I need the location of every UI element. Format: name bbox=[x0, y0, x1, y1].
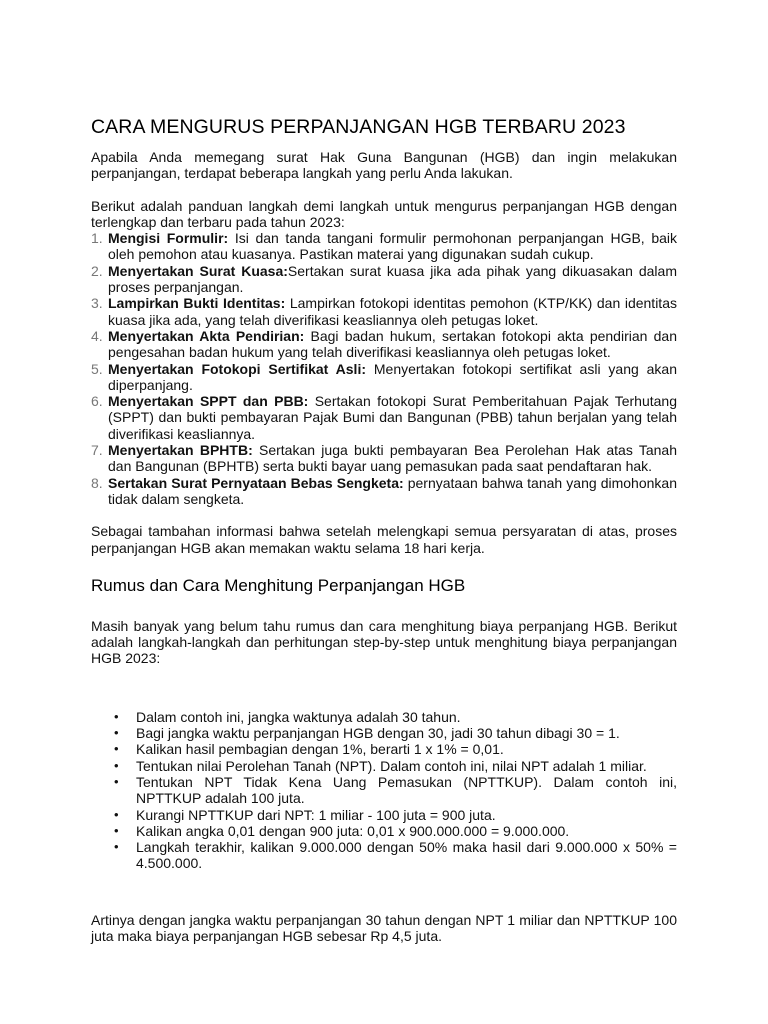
step-heading: Lampirkan Bukti Identitas: bbox=[108, 295, 286, 312]
list-item bbox=[91, 758, 677, 774]
list-item bbox=[91, 295, 677, 328]
step-heading: Menyertakan Akta Pendirian: bbox=[108, 327, 305, 344]
bullet-icon: • bbox=[114, 839, 119, 855]
step-number: 8. bbox=[91, 474, 103, 491]
step-heading: Sertakan Surat Pernyataan Bebas Sengketa: bbox=[108, 474, 404, 491]
step-number: 7. bbox=[91, 442, 103, 459]
step-heading: Menyertakan BPHTB: bbox=[108, 442, 253, 459]
calc-step-text: Kalikan hasil pembagian dengan 1%, berarti 1 x 1% = 0,01. bbox=[136, 741, 504, 758]
calc-step-text: Dalam contoh ini, jangka waktunya adalah 30 tahun. bbox=[136, 708, 461, 725]
step-text: Isi dan tanda tangani formulir permohonan perpanjangan HGB, baik oleh pemohon atau kuasanya. Pastikan materai yang digunakan sudah cukup. bbox=[108, 230, 677, 263]
list-item bbox=[91, 709, 677, 725]
step-heading: Mengisi Formulir: bbox=[108, 230, 229, 247]
calc-step-text: Kalikan angka 0,01 dengan 900 juta: 0,01 x 900.000.000 = 9.000.000. bbox=[136, 822, 570, 839]
section-intro-paragraph: Masih banyak yang belum tahu rumus dan cara menghitung biaya perpanjang HGB. Berikut adalah langkah-langkah dan perhitungan step-by-step untuk menghitung biaya perpanjangan HGB 2023: bbox=[91, 617, 677, 667]
step-number: 3. bbox=[91, 295, 103, 312]
step-text: Lampirkan fotokopi identitas pemohon (KTP/KK) dan identitas kuasa jika ada, yang telah diverifikasi keasliannya oleh petugas loket. bbox=[108, 295, 677, 328]
calc-step-text: Tentukan NPT Tidak Kena Uang Pemasukan (NPTTKUP). Dalam contoh ini, NPTTKUP adalah 100 juta. bbox=[136, 773, 677, 807]
bullet-icon: • bbox=[114, 773, 119, 789]
step-number: 4. bbox=[91, 327, 103, 344]
bullet-icon: • bbox=[114, 806, 119, 822]
list-item bbox=[91, 839, 677, 872]
list-item bbox=[91, 263, 677, 296]
intro-paragraph: Apabila Anda memegang surat Hak Guna Bangunan (HGB) dan ingin melakukan perpanjangan, terdapat beberapa langkah yang perlu Anda lakukan. bbox=[91, 149, 677, 182]
calc-step-text: Langkah terakhir, kalikan 9.000.000 dengan 50% maka hasil dari 9.000.000 x 50% = 4.500.000. bbox=[136, 839, 677, 872]
section-title: Rumus dan Cara Menghitung Perpanjangan HGB bbox=[91, 575, 466, 595]
steps-list bbox=[91, 230, 677, 507]
calculation-list bbox=[91, 709, 677, 872]
list-item bbox=[91, 230, 677, 263]
calc-step-text: Bagi jangka waktu perpanjangan HGB dengan 30, jadi 30 tahun dibagi 30 = 1. bbox=[136, 725, 620, 742]
conclusion-paragraph: Artinya dengan jangka waktu perpanjangan 30 tahun dengan NPT 1 miliar dan NPTTKUP 100 juta maka biaya perpanjangan HGB sebesar Rp 4,5 juta. bbox=[91, 911, 677, 944]
extra-info-paragraph: Sebagai tambahan informasi bahwa setelah melengkapi semua persyaratan di atas, proses perpanjangan HGB akan memakan waktu selama 18 hari kerja. bbox=[91, 523, 677, 556]
list-item bbox=[91, 475, 677, 508]
step-text: Sertakan fotokopi Surat Pemberitahuan Pajak Terhutang (SPPT) dan bukti pembayaran Pajak Bumi dan Bangunan (PBB) tahun berjalan yang telah diverifikasi keasliannya. bbox=[108, 393, 678, 442]
step-number: 1. bbox=[91, 230, 103, 247]
list-item bbox=[91, 807, 677, 823]
step-heading: Menyertakan Surat Kuasa: bbox=[108, 262, 288, 279]
steps-intro-paragraph: Berikut adalah panduan langkah demi langkah untuk mengurus perpanjangan HGB dengan terlengkap dan terbaru pada tahun 2023: bbox=[91, 197, 677, 230]
bullet-icon: • bbox=[114, 822, 119, 838]
calc-step-text: Kurangi NPTTKUP dari NPT: 1 miliar - 100 juta = 900 juta. bbox=[136, 806, 496, 823]
step-heading: Menyertakan SPPT dan PBB: bbox=[108, 393, 309, 410]
list-item bbox=[91, 393, 677, 442]
bullet-icon: • bbox=[114, 757, 119, 773]
step-text: Sertakan surat kuasa jika ada pihak yang dikuasakan dalam proses perpanjangan. bbox=[108, 262, 677, 296]
bullet-icon: • bbox=[114, 708, 119, 724]
bullet-icon: • bbox=[114, 725, 119, 741]
list-item bbox=[91, 823, 677, 839]
step-text: Sertakan juga bukti pembayaran Bea Perolehan Hak atas Tanah dan Bangunan (BPHTB) serta bukti bayar uang pemasukan pada saat pendaftaran hak. bbox=[108, 442, 677, 475]
step-number: 5. bbox=[91, 360, 103, 377]
calc-step-text: Tentukan nilai Perolehan Tanah (NPT). Dalam contoh ini, nilai NPT adalah 1 miliar. bbox=[136, 757, 647, 774]
bullet-icon: • bbox=[114, 741, 119, 757]
list-item bbox=[91, 774, 677, 807]
list-item bbox=[91, 442, 677, 475]
step-text: Bagi badan hukum, sertakan fotokopi akta pendirian dan pengesahan badan hukum yang telah diverifikasi keasliannya oleh petugas loket. bbox=[108, 327, 677, 361]
list-item bbox=[91, 361, 677, 394]
list-item bbox=[91, 725, 677, 741]
step-number: 2. bbox=[91, 262, 103, 279]
list-item bbox=[91, 741, 677, 757]
step-text: pernyataan bahwa tanah yang dimohonkan tidak dalam sengketa. bbox=[108, 474, 677, 507]
list-item bbox=[91, 328, 677, 361]
step-number: 6. bbox=[91, 393, 103, 410]
document-title: CARA MENGURUS PERPANJANGAN HGB TERBARU 2023 bbox=[91, 116, 626, 138]
step-heading: Menyertakan Fotokopi Sertifikat Asli: bbox=[108, 360, 367, 377]
step-text: Menyertakan fotokopi sertifikat asli yang akan diperpanjang. bbox=[108, 360, 677, 393]
